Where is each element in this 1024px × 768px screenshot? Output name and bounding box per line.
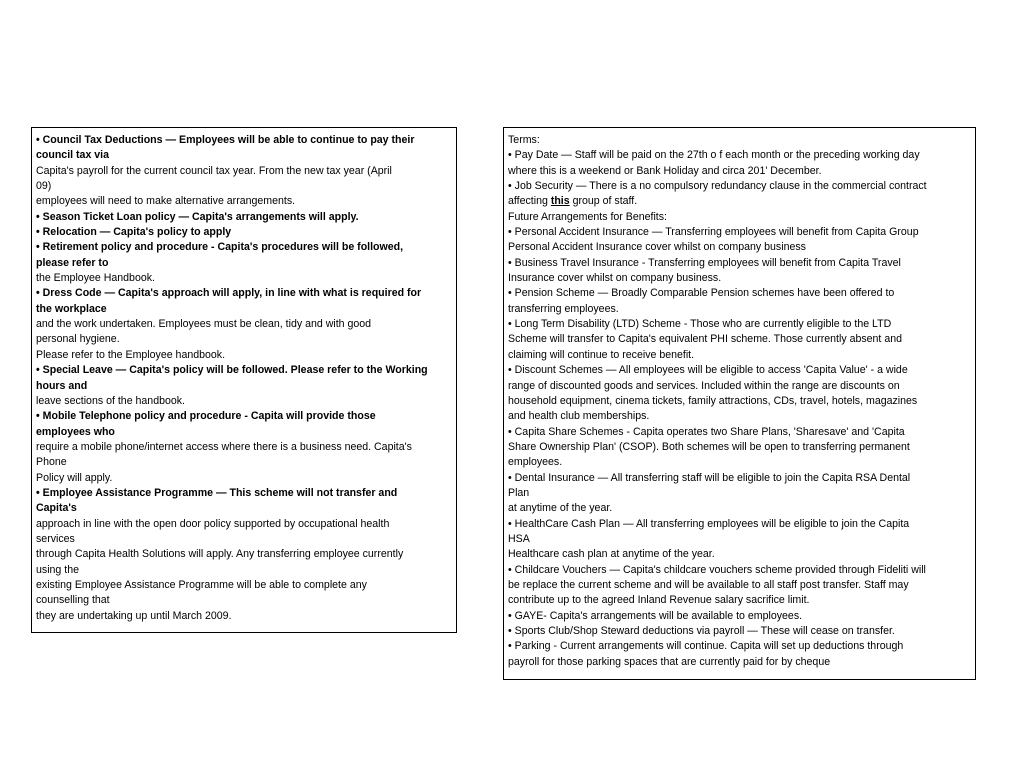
right-panel-line [508, 532, 971, 547]
right-panel-line [508, 348, 971, 363]
left-panel-line [36, 455, 452, 470]
left-panel-line [36, 532, 452, 547]
line-text: employees who [36, 425, 115, 438]
left-panel-line [36, 409, 452, 424]
left-panel-line [36, 348, 452, 363]
line-text: counselling that [36, 594, 110, 607]
line-text: • Council Tax Deductions — Employees will be able to continue to pay their [36, 134, 415, 146]
line-text: • Dental Insurance — All transferring staff will be eligible to join the Capita RSA Dental [508, 471, 911, 484]
left-panel-line [36, 379, 452, 394]
right-panel-line [508, 547, 971, 562]
line-text: Capita's payroll for the current council tax year. From the new tax year (April [36, 164, 392, 177]
right-panel-line [508, 517, 971, 532]
left-panel-line [36, 256, 452, 271]
line-text: • HealthCare Cash Plan — All transferring employees will be eligible to join the Capita [508, 517, 910, 530]
right-panel-line [508, 271, 971, 286]
line-text: • Special Leave — Capita's policy will be followed. Please refer to the Working [36, 364, 428, 377]
right-panel-line [508, 225, 971, 240]
line-text: personal hygiene. [36, 333, 120, 346]
line-text: household equipment, cinema tickets, family attractions, CDs, travel, hotels, magazines [508, 394, 918, 407]
left-panel-line [36, 225, 452, 240]
right-panel-line [508, 471, 971, 486]
line-text: • Retirement policy and procedure - Capita's procedures will be followed, [36, 241, 404, 254]
line-text: require a mobile phone/internet access where there is a business need. Capita's [36, 440, 412, 453]
right-panel-line [508, 179, 971, 194]
right-panel-line [508, 409, 971, 424]
right-panel-line [508, 194, 971, 209]
right-panel-line [508, 164, 971, 179]
line-text: • Relocation — Capita's policy to apply [36, 226, 232, 239]
right-panel-line [508, 256, 971, 271]
line-text: payroll for those parking spaces that are currently paid for by cheque [508, 655, 831, 668]
left-panel-line [36, 609, 452, 624]
right-panel-line [508, 655, 971, 670]
line-text: Future Arrangements for Benefits: [508, 210, 667, 223]
left-panel-line [36, 317, 452, 332]
right-panel-line [508, 425, 971, 440]
line-text: Insurance cover whilst on company business. [508, 272, 722, 285]
right-panel-line [508, 148, 971, 163]
right-panel-line [508, 609, 971, 624]
line-text: • Long Term Disability (LTD) Scheme - Those who are currently eligible to the LTD [508, 318, 892, 331]
line-text: they are undertaking up until March 2009. [36, 609, 232, 622]
right-panel-line [508, 394, 971, 409]
line-text: using the [36, 563, 79, 576]
line-text: • Employee Assistance Programme — This scheme will not transfer and [36, 486, 398, 499]
left-panel-line [36, 240, 452, 255]
line-text: • Capita Share Schemes - Capita operates two Share Plans, 'Sharesave' and 'Capita [508, 425, 905, 438]
line-text: • Business Travel Insurance - Transferring employees will benefit from Capita Travel [508, 256, 901, 269]
right-panel-line [508, 440, 971, 455]
right-panel-line [508, 332, 971, 347]
line-text: Phone [36, 456, 67, 469]
line-text: • GAYE- Capita's arrangements will be available to employees. [508, 609, 803, 622]
left-panel-line [36, 363, 452, 378]
line-text: • Parking - Current arrangements will continue. Capita will set up deductions through [508, 640, 904, 653]
right-text-panel [503, 127, 976, 680]
line-text: Capita's [36, 502, 77, 515]
line-text: Policy will apply. [36, 471, 113, 484]
right-panel-line [508, 286, 971, 301]
line-text: range of discounted goods and services. Included within the range are discounts on [508, 379, 900, 392]
line-text: • Job Security — There is a no compulsory redundancy clause in the commercial contract [508, 180, 927, 193]
right-panel-line [508, 624, 971, 639]
left-panel-line [36, 332, 452, 347]
left-text-panel [31, 127, 457, 633]
right-panel-line [508, 501, 971, 516]
line-text: Scheme will transfer to Capita's equivalent PHI scheme. Those currently absent and [508, 333, 902, 346]
right-panel-line [508, 379, 971, 394]
line-text: contribute up to the agreed Inland Revenue salary sacrifice limit. [508, 594, 810, 607]
left-panel-line [36, 517, 452, 532]
highlighted-word: this [550, 195, 570, 208]
right-panel-line [508, 593, 971, 608]
left-panel-line [36, 547, 452, 562]
right-panel-line [508, 133, 971, 148]
left-panel-line [36, 164, 452, 179]
right-panel-line [508, 563, 971, 578]
line-text: leave sections of the handbook. [36, 394, 186, 407]
line-text: approach in line with the open door policy supported by occupational health [36, 517, 390, 530]
left-panel-line [36, 210, 452, 225]
line-text: • Dress Code — Capita's approach will apply, in line with what is required for [36, 287, 422, 300]
line-text: • Personal Accident Insurance — Transferring employees will benefit from Capita Group [508, 226, 919, 239]
right-panel-line [508, 486, 971, 501]
line-text: services [36, 532, 75, 545]
line-text: 09) [36, 180, 52, 193]
line-text: at anytime of the year. [508, 502, 613, 515]
line-text: Please refer to the Employee handbook. [36, 348, 226, 361]
line-text: • Discount Schemes — All employees will be eligible to access 'Capita Value' - a wide [508, 364, 908, 377]
right-panel-line [508, 210, 971, 225]
line-text: employees. [508, 456, 563, 469]
left-panel-line [36, 471, 452, 486]
line-text: hours and [36, 379, 88, 392]
left-panel-line [36, 286, 452, 301]
line-text: Plan [508, 486, 530, 499]
line-text: transferring employees. [508, 302, 619, 315]
line-text: claiming will continue to receive benefit. [508, 348, 695, 361]
line-text: • Mobile Telephone policy and procedure - Capita will provide those [36, 410, 376, 423]
line-text: Terms: [508, 134, 540, 146]
left-panel-line [36, 394, 452, 409]
line-text: • Season Ticket Loan policy — Capita's arrangements will apply. [36, 210, 359, 223]
right-panel-line [508, 578, 971, 593]
line-text: and health club memberships. [508, 410, 650, 423]
left-panel-line [36, 133, 452, 148]
line-text: through Capita Health Solutions will apply. Any transferring employee currently [36, 548, 404, 561]
left-panel-line [36, 486, 452, 501]
left-panel-line [36, 302, 452, 317]
left-panel-line [36, 578, 452, 593]
left-panel-line [36, 148, 452, 163]
line-text: Healthcare cash plan at anytime of the year. [508, 548, 715, 561]
left-panel-line [36, 501, 452, 516]
line-text: affecting [508, 195, 551, 208]
left-panel-line [36, 440, 452, 455]
line-text: • Pay Date — Staff will be paid on the 27th o f each month or the preceding working day [508, 149, 920, 162]
right-panel-line [508, 639, 971, 654]
line-text: where this is a weekend or Bank Holiday and circa 201' December. [508, 164, 822, 177]
left-panel-line [36, 179, 452, 194]
line-text: employees will need to make alternative arrangements. [36, 195, 296, 208]
line-text: • Sports Club/Shop Steward deductions via payroll — These will cease on transfer. [508, 625, 895, 637]
right-panel-line [508, 302, 971, 317]
line-text: Share Ownership Plan' (CSOP). Both schemes will be open to transferring permanent [508, 440, 910, 453]
line-text: existing Employee Assistance Programme will be able to complete any [36, 578, 367, 591]
line-text-after: group of staff. [569, 195, 638, 208]
line-text: HSA [508, 532, 530, 545]
right-panel-line [508, 317, 971, 332]
line-text: and the work undertaken. Employees must be clean, tidy and with good [36, 318, 372, 331]
right-panel-line [508, 240, 971, 255]
right-panel-line [508, 455, 971, 470]
left-panel-line [36, 563, 452, 578]
line-text: council tax via [36, 149, 110, 162]
left-panel-line [36, 593, 452, 608]
left-panel-line [36, 425, 452, 440]
line-text: the Employee Handbook. [36, 272, 155, 285]
line-text: • Childcare Vouchers — Capita's childcare vouchers scheme provided through Fideliti will [508, 563, 926, 576]
right-panel-line [508, 363, 971, 378]
left-panel-line [36, 194, 452, 209]
line-text: • Pension Scheme — Broadly Comparable Pension schemes have been offered to [508, 287, 895, 300]
left-panel-line [36, 271, 452, 286]
line-text: Personal Accident Insurance cover whilst on company business [508, 241, 806, 254]
line-text: be replace the current scheme and will be available to all staff post transfer. Staff may [508, 578, 909, 591]
line-text: please refer to [36, 256, 109, 269]
line-text: the workplace [36, 302, 107, 315]
